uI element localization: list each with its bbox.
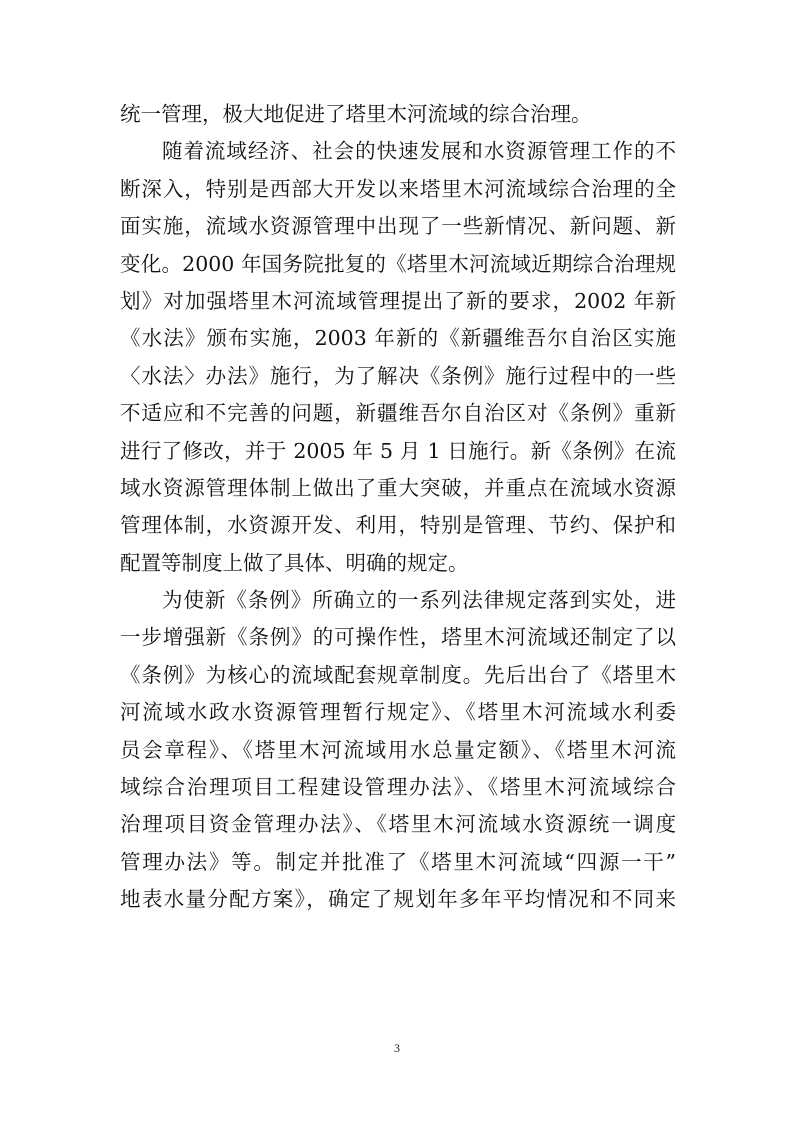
text-line: 面实施，流域水资源管理中出现了一些新情况、新问题、新 — [120, 214, 676, 239]
text-line: 治理项目资金管理办法》、《塔里木河流域水资源统一调度 — [120, 812, 676, 837]
text-line: 河流域水政水资源管理暂行规定》、《塔里木河流域水利委 — [120, 700, 676, 725]
text-line: 管理体制，水资源开发、利用，特别是管理、节约、保护和 — [120, 513, 676, 538]
text-line: 《水法》颁布实施，2003 年新的《新疆维吾尔自治区实施 — [120, 326, 676, 351]
text-line: 管理办法》等。制定并批准了《塔里木河流域“四源一干” — [120, 849, 676, 874]
text-line: 地表水量分配方案》，确定了规划年多年平均情况和不同来 — [120, 887, 676, 912]
text-line: 不适应和不完善的问题，新疆维吾尔自治区对《条例》重新 — [120, 401, 676, 426]
text-line: 《条例》为核心的流域配套规章制度。先后出台了《塔里木 — [120, 662, 676, 687]
text-line: 进行了修改，并于 2005 年 5 月 1 日施行。新《条例》在流 — [120, 438, 676, 463]
body-text — [120, 96, 676, 919]
paragraph-last-line: 配置等制度上做了具体、明确的规定。 — [120, 550, 469, 575]
text-line: 划》对加强塔里木河流域管理提出了新的要求，2002 年新 — [120, 288, 676, 313]
text-line: 域水资源管理体制上做出了重大突破，并重点在流域水资源 — [120, 475, 676, 500]
text-line: 统一管理，极大地促进了塔里木河流域的综合治理。 — [120, 102, 592, 126]
text-line: 域综合治理项目工程建设管理办法》、《塔里木河流域综合 — [120, 775, 676, 800]
paragraph-first-line: 为使新《条例》所确立的一系列法律规定落到实处，进 — [162, 588, 676, 613]
page-number: 3 — [394, 1041, 400, 1055]
text-line: 一步增强新《条例》的可操作性，塔里木河流域还制定了以 — [120, 625, 676, 650]
text-line: 变化。2000 年国务院批复的《塔里木河流域近期综合治理规 — [120, 251, 676, 276]
paragraph-first-line: 随着流域经济、社会的快速发展和水资源管理工作的不 — [162, 139, 676, 164]
text-line: 断深入，特别是西部大开发以来塔里木河流域综合治理的全 — [120, 176, 676, 201]
text-line: 〈水法〉办法》施行，为了解决《条例》施行过程中的一些 — [120, 363, 676, 388]
text-line: 员会章程》、《塔里木河流域用水总量定额》、《塔里木河流 — [120, 737, 676, 762]
